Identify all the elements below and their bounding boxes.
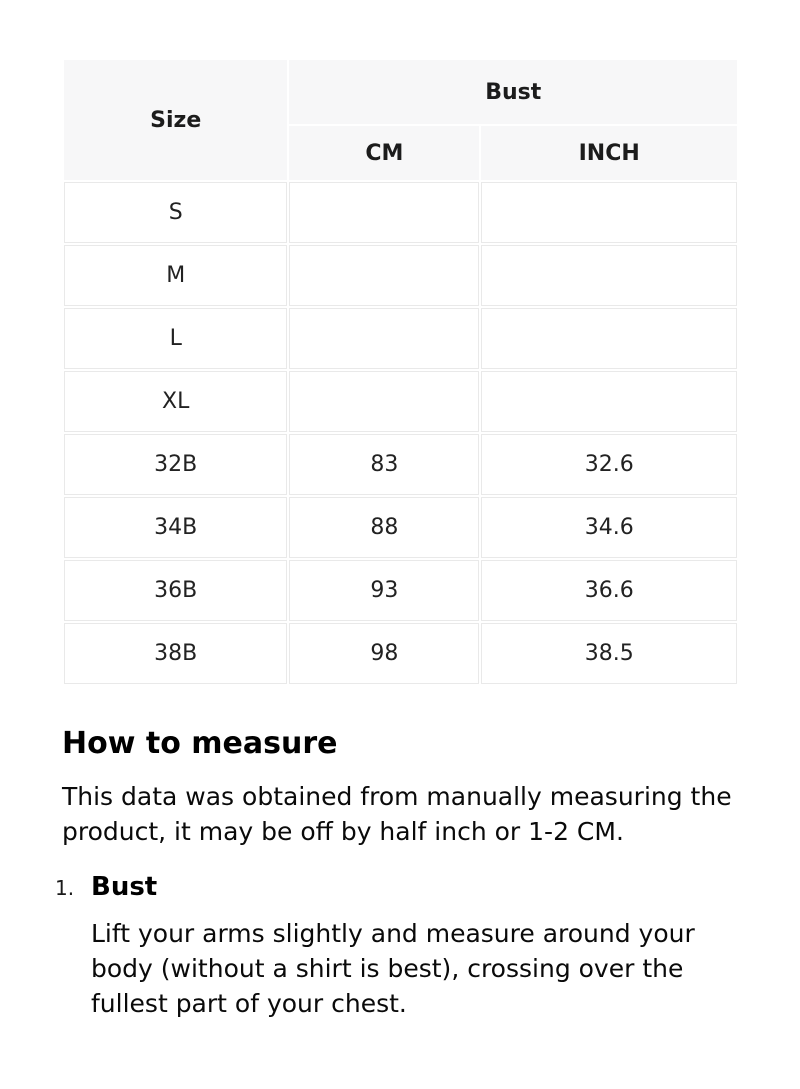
- inch-column-header: INCH: [481, 126, 737, 180]
- size-cell: 32B: [64, 434, 287, 495]
- inch-value-cell: [481, 308, 737, 369]
- cm-value-cell: 98: [289, 623, 479, 684]
- how-to-measure-heading: How to measure: [62, 726, 338, 761]
- size-chart-table: [62, 58, 739, 686]
- size-cell: L: [64, 308, 287, 369]
- inch-value-cell: 34.6: [481, 497, 737, 558]
- table-row: [64, 434, 737, 495]
- step-title: Bust: [91, 872, 158, 902]
- size-cell: S: [64, 182, 287, 243]
- cm-value-cell: [289, 371, 479, 432]
- inch-value-cell: 38.5: [481, 623, 737, 684]
- size-chart-header: [64, 60, 737, 180]
- inch-value-cell: 32.6: [481, 434, 737, 495]
- step-number: 1.: [55, 876, 75, 900]
- cm-value-cell: [289, 182, 479, 243]
- table-row: [64, 623, 737, 684]
- size-cell: XL: [64, 371, 287, 432]
- size-cell: 36B: [64, 560, 287, 621]
- size-column-header: Size: [64, 60, 287, 180]
- step-body: [91, 871, 739, 1021]
- table-row: [64, 245, 737, 306]
- list-item: [55, 871, 739, 1021]
- table-row: [64, 560, 737, 621]
- step-description: Lift your arms slightly and measure around your body (without a shirt is best), crossing over the fullest part of your chest.: [91, 919, 695, 1018]
- cm-column-header: CM: [289, 126, 479, 180]
- cm-value-cell: 83: [289, 434, 479, 495]
- size-cell: M: [64, 245, 287, 306]
- size-cell: 34B: [64, 497, 287, 558]
- inch-value-cell: [481, 371, 737, 432]
- measure-steps-list: [55, 871, 739, 1021]
- table-row: [64, 182, 737, 243]
- cm-value-cell: [289, 245, 479, 306]
- table-row: [64, 497, 737, 558]
- cm-value-cell: 88: [289, 497, 479, 558]
- inch-value-cell: [481, 245, 737, 306]
- table-row: [64, 308, 737, 369]
- inch-value-cell: [481, 182, 737, 243]
- size-cell: 38B: [64, 623, 287, 684]
- header-group-row: [64, 60, 737, 124]
- size-chart-body: [64, 182, 737, 684]
- measurement-disclaimer-text: This data was obtained from manually measuring the product, it may be off by half inch or 1-2 CM.: [62, 782, 732, 846]
- cm-value-cell: [289, 308, 479, 369]
- table-row: [64, 371, 737, 432]
- inch-value-cell: 36.6: [481, 560, 737, 621]
- cm-value-cell: 93: [289, 560, 479, 621]
- bust-group-header: Bust: [289, 60, 737, 124]
